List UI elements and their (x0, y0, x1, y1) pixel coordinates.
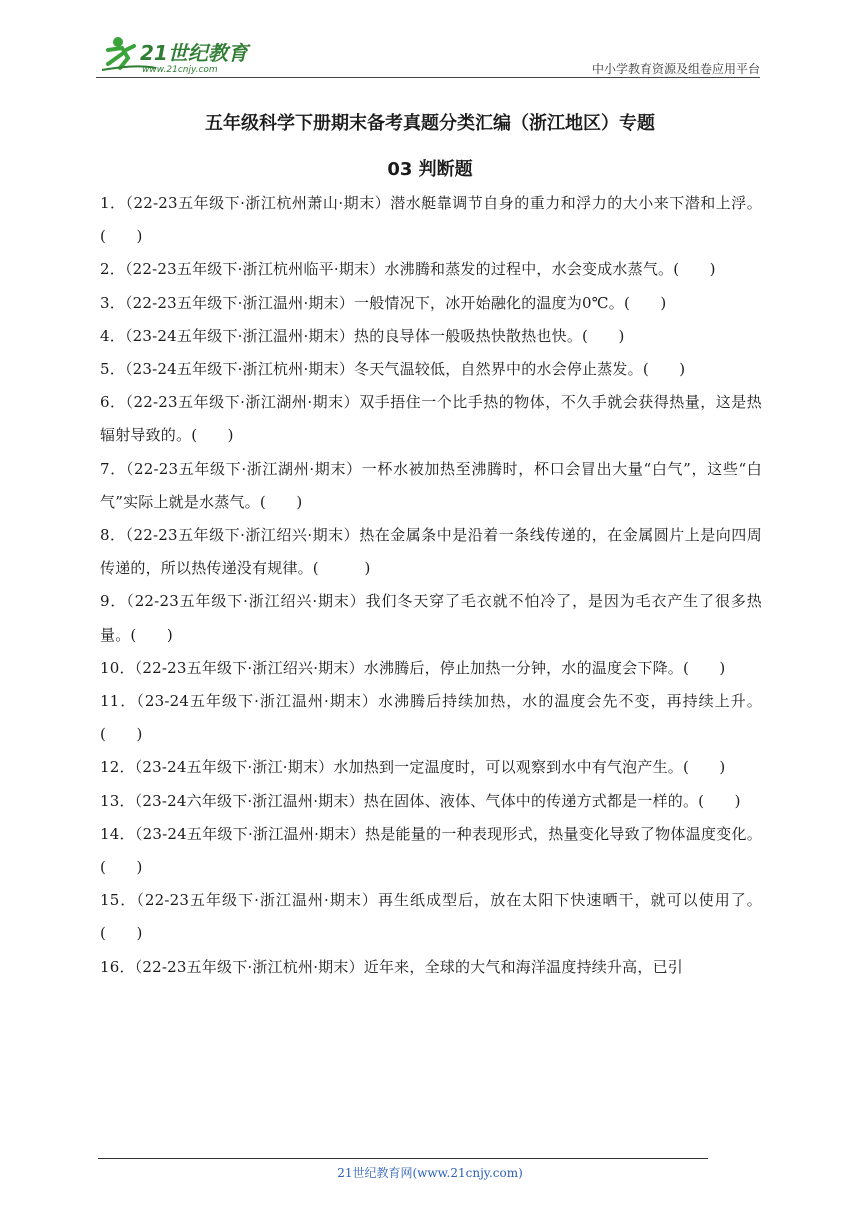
footer-divider (98, 1158, 708, 1159)
question-item: 5．（23-24五年级下·浙江杭州·期末）冬天气温较低，自然界中的水会停止蒸发。( ) (100, 360, 686, 379)
header-divider (96, 77, 760, 78)
svg-text:www.21cnjy.com: www.21cnjy.com (142, 65, 218, 74)
question-list (100, 187, 762, 984)
question-item: 4．（23-24五年级下·浙江温州·期末）热的良导体一般吸热快散热也快。( ) (100, 326, 625, 345)
21cnjy-logo (96, 34, 266, 74)
question-item: 15．（22-23五年级下·浙江温州·期末）再生纸成型后，放在太阳下快速晒干，就可以使用了。( ) (100, 891, 762, 943)
platform-label: 中小学教育资源及组卷应用平台 (591, 62, 760, 76)
question-item: 10．（22-23五年级下·浙江绍兴·期末）水沸腾后，停止加热一分钟，水的温度会下降。( ) (100, 658, 726, 677)
footer-link[interactable]: 21世纪教育网(www.21cnjy.com) (337, 1166, 523, 1180)
question-item: 12．（23-24五年级下·浙江·期末）水加热到一定温度时，可以观察到水中有气泡产生。( ) (100, 758, 726, 777)
question-item: 3．（22-23五年级下·浙江温州·期末）一般情况下，冰开始融化的温度为0℃。( ) (100, 293, 667, 312)
question-item: 1．（22-23五年级下·浙江杭州萧山·期末）潜水艇靠调节自身的重力和浮力的大小来下潜和上浮。( ) (100, 194, 762, 246)
question-item: 9．（22-23五年级下·浙江绍兴·期末）我们冬天穿了毛衣就不怕冷了，是因为毛衣产生了很多热量。( ) (100, 592, 762, 644)
question-item: 11．（23-24五年级下·浙江温州·期末）水沸腾后持续加热，水的温度会先不变，再持续上升。( ) (100, 692, 762, 744)
document-title: 五年级科学下册期末备考真题分类汇编（浙江地区）专题 (205, 113, 655, 134)
question-item: 7．（22-23五年级下·浙江湖州·期末）一杯水被加热至沸腾时，杯口会冒出大量“白气”，这些“白气”实际上就是水蒸气。( ) (100, 459, 762, 511)
question-item: 13．（23-24六年级下·浙江温州·期末）热在固体、液体、气体中的传递方式都是一样的。( ) (100, 791, 741, 810)
section-subtitle: 03 判断题 (387, 159, 473, 180)
question-item: 6．（22-23五年级下·浙江湖州·期末）双手捂住一个比手热的物体，不久手就会获得热量，这是热辐射导致的。( ) (100, 393, 762, 445)
page-header (96, 30, 760, 78)
question-item: 8．（22-23五年级下·浙江绍兴·期末）热在金属条中是沿着一条线传递的，在金属圆片上是向四周传递的，所以热传递没有规律。( ) (100, 526, 762, 578)
question-item: 2．（22-23五年级下·浙江杭州临平·期末）水沸腾和蒸发的过程中，水会变成水蒸气。( ) (100, 260, 716, 279)
svg-text:21世纪教育: 21世纪教育 (140, 41, 248, 65)
question-item: 16．（22-23五年级下·浙江杭州·期末）近年来，全球的大气和海洋温度持续升高，已引 (100, 957, 683, 976)
question-item: 14．（23-24五年级下·浙江温州·期末）热是能量的一种表现形式，热量变化导致了物体温度变化。( ) (100, 824, 762, 877)
